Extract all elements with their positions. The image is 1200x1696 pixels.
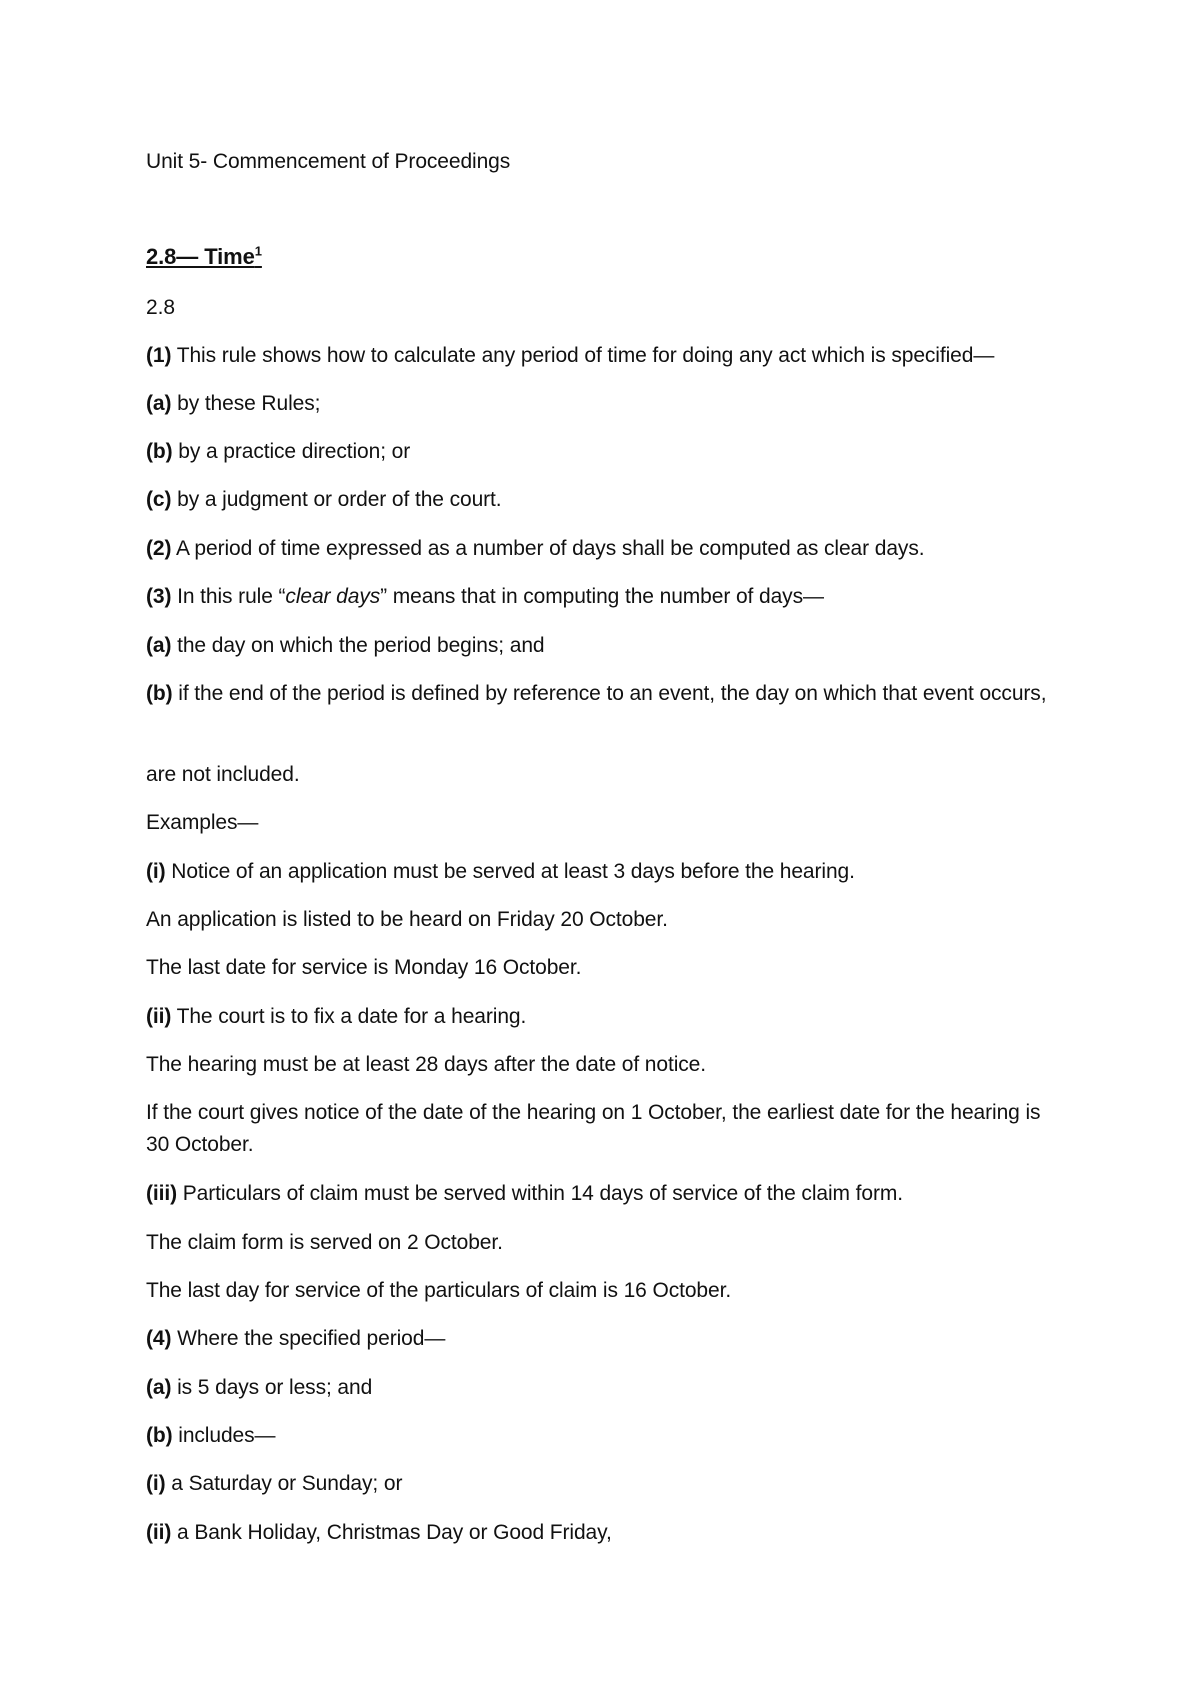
- paragraph-marker: (a): [146, 1376, 172, 1399]
- paragraph-text: if the end of the period is defined by reference to an event, the day on which that event occurs,: [172, 682, 1047, 705]
- example-paragraph: The claim form is served on 2 October.: [146, 1231, 503, 1254]
- example-paragraph: [146, 1178, 903, 1210]
- paragraph-marker: (i): [146, 1472, 166, 1495]
- example-paragraph: The last day for service of the particulars of claim is 16 October.: [146, 1279, 732, 1302]
- paragraph-text: by a judgment or order of the court.: [171, 488, 502, 511]
- rule-number: 2.8: [146, 296, 175, 319]
- rule-paragraph: [146, 1517, 612, 1549]
- paragraph-text: by a practice direction; or: [172, 440, 411, 463]
- paragraph-marker: (ii): [146, 1521, 172, 1544]
- paragraph-marker: (b): [146, 682, 173, 705]
- rule-paragraph: [146, 630, 544, 662]
- paragraph-marker: (a): [146, 634, 172, 657]
- rule-paragraph: [146, 340, 994, 372]
- footnote-reference[interactable]: 1: [254, 243, 262, 259]
- paragraph-marker: (1): [146, 344, 172, 367]
- rule-paragraph: [146, 436, 410, 468]
- example-paragraph: [146, 1001, 526, 1033]
- rule-paragraph: [146, 1372, 372, 1404]
- unit-title: Unit 5- Commencement of Proceedings: [146, 150, 511, 173]
- rule-paragraph: are not included.: [146, 763, 300, 786]
- paragraph-text: The court is to fix a date for a hearing.: [171, 1005, 527, 1028]
- paragraph-text: the day on which the period begins; and: [171, 634, 545, 657]
- paragraph-text: Notice of an application must be served at least 3 days before the hearing.: [165, 860, 855, 883]
- examples-label: Examples—: [146, 811, 259, 834]
- paragraph-text: A period of time expressed as a number of days shall be computed as clear days.: [171, 537, 925, 560]
- paragraph-marker: (2): [146, 537, 172, 560]
- example-paragraph: The last date for service is Monday 16 October.: [146, 956, 582, 979]
- rule-paragraph: [146, 388, 320, 420]
- paragraph-marker: (b): [146, 1424, 173, 1447]
- paragraph-text: is 5 days or less; and: [171, 1376, 373, 1399]
- rule-paragraph: [146, 1468, 402, 1500]
- paragraph-text: by these Rules;: [171, 392, 321, 415]
- paragraph-text: In this rule “: [171, 585, 286, 608]
- paragraph-text: a Saturday or Sunday; or: [165, 1472, 403, 1495]
- example-paragraph: An application is listed to be heard on Friday 20 October.: [146, 908, 668, 931]
- rule-paragraph: [146, 484, 502, 516]
- paragraph-text: Where the specified period—: [171, 1327, 446, 1350]
- example-paragraph: [146, 856, 855, 888]
- paragraph-text: a Bank Holiday, Christmas Day or Good Friday,: [171, 1521, 612, 1544]
- rule-paragraph: [146, 581, 824, 613]
- paragraph-marker: (b): [146, 440, 173, 463]
- paragraph-marker: (a): [146, 392, 172, 415]
- section-heading: [146, 241, 262, 273]
- paragraph-marker: (3): [146, 585, 172, 608]
- rule-paragraph: [146, 533, 924, 565]
- rule-paragraph: [146, 1323, 445, 1355]
- rule-paragraph: [146, 678, 1066, 710]
- paragraph-marker: (4): [146, 1327, 172, 1350]
- paragraph-marker: (i): [146, 860, 166, 883]
- example-paragraph: If the court gives notice of the date of the hearing on 1 October, the earliest date for the hearing is 30 October.: [146, 1101, 1041, 1156]
- paragraph-text: Particulars of claim must be served within 14 days of service of the claim form.: [177, 1182, 904, 1205]
- paragraph-text: includes—: [172, 1424, 276, 1447]
- paragraph-text: ” means that in computing the number of days—: [380, 585, 824, 608]
- defined-term: clear days: [285, 585, 381, 608]
- paragraph-marker: (iii): [146, 1182, 177, 1205]
- paragraph-marker: (ii): [146, 1005, 172, 1028]
- paragraph-text: This rule shows how to calculate any period of time for doing any act which is specified—: [171, 344, 995, 367]
- rule-paragraph: [146, 1420, 275, 1452]
- section-heading-text: 2.8— Time: [146, 244, 255, 269]
- paragraph-marker: (c): [146, 488, 172, 511]
- example-paragraph: The hearing must be at least 28 days after the date of notice.: [146, 1053, 706, 1076]
